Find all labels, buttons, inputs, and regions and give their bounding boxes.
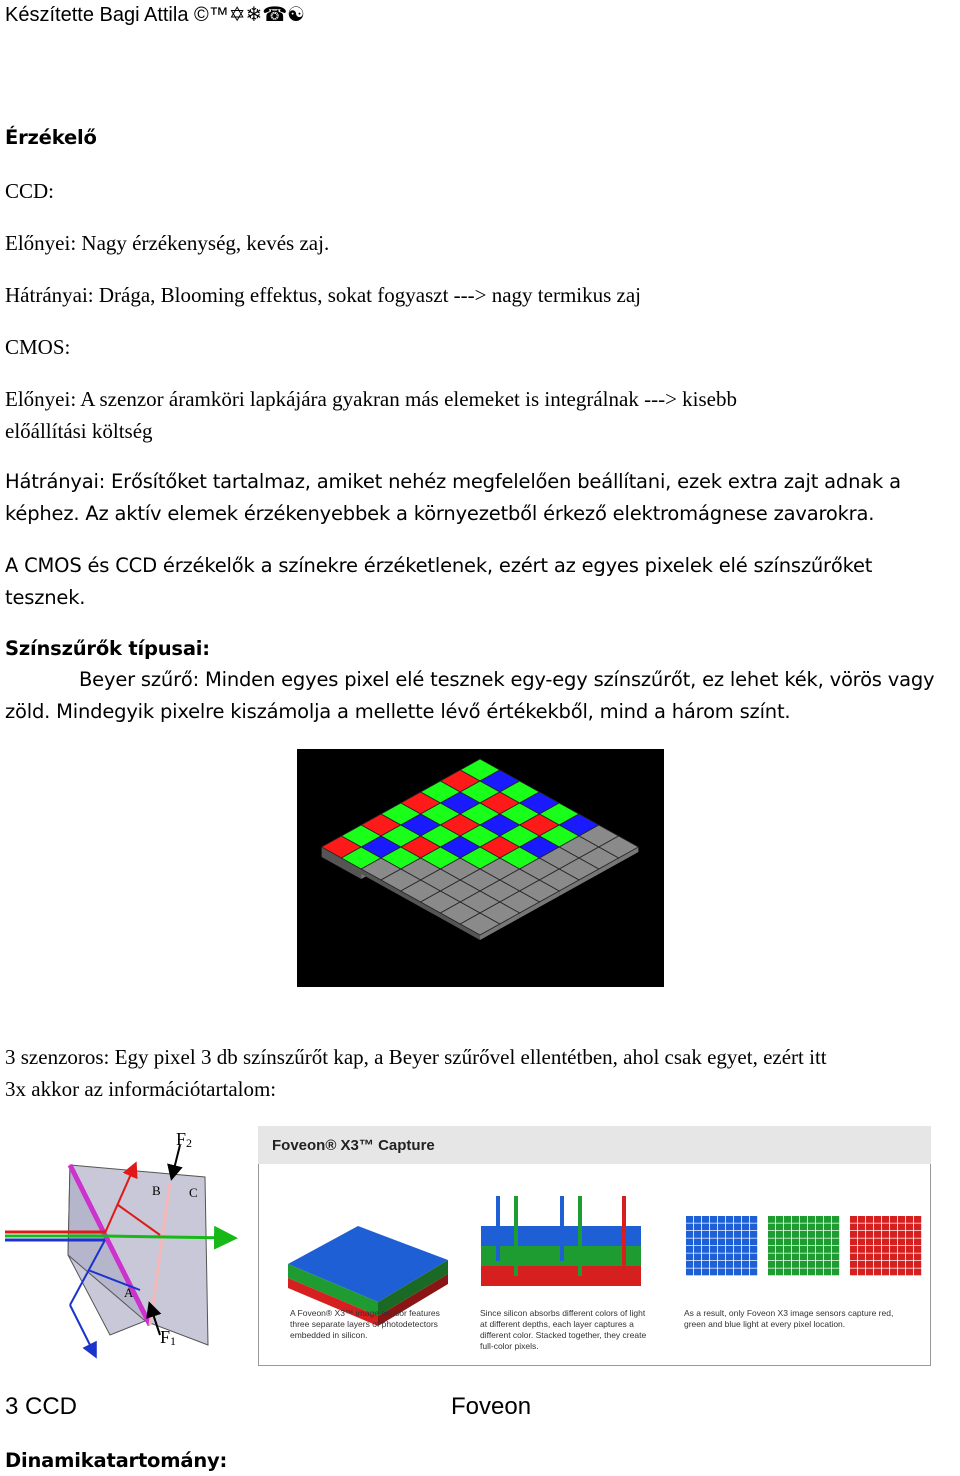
foveon-grid-cell <box>882 1254 889 1261</box>
foveon-grid-cell <box>850 1239 857 1246</box>
foveon-grid-cell <box>866 1254 873 1261</box>
foveon-grid-cell <box>890 1254 897 1261</box>
foveon-grid-cell <box>742 1269 749 1276</box>
foveon-grid-cell <box>858 1254 865 1261</box>
filter-note-line-2: tesznek. <box>5 586 86 609</box>
foveon-grid-cell <box>784 1246 791 1253</box>
foveon-grid-cell <box>750 1224 757 1231</box>
ccd-label: CCD: <box>5 179 55 203</box>
caption-3ccd: 3 CCD <box>5 1393 78 1420</box>
foveon-grid-cell <box>816 1269 823 1276</box>
foveon-grid-cell <box>890 1261 897 1268</box>
foveon-grid-cell <box>800 1239 807 1246</box>
foveon-grid-cell <box>808 1231 815 1238</box>
foveon-grid-cell <box>710 1224 717 1231</box>
foveon-grid-cell <box>824 1239 831 1246</box>
foveon-grid-cell <box>824 1216 831 1223</box>
foveon-grid-cell <box>808 1269 815 1276</box>
foveon-grid-cell <box>686 1254 693 1261</box>
foveon-grid-cell <box>792 1224 799 1231</box>
foveon-grid-cell <box>800 1231 807 1238</box>
foveon-grid-cell <box>726 1239 733 1246</box>
bayer-filter-image <box>297 749 664 987</box>
foveon-grid-cell <box>750 1269 757 1276</box>
foveon-grid-cell <box>914 1246 921 1253</box>
foveon-grid-cell <box>702 1261 709 1268</box>
foveon-grid-cell <box>832 1239 839 1246</box>
foveon-grid-cell <box>906 1239 913 1246</box>
foveon-grid-cell <box>882 1246 889 1253</box>
foveon-grid-cell <box>898 1216 905 1223</box>
foveon-grid-cell <box>734 1231 741 1238</box>
foveon-grid-cell <box>898 1261 905 1268</box>
foveon-grid-cell <box>816 1246 823 1253</box>
foveon-grid-cell <box>890 1216 897 1223</box>
foveon-grid-cell <box>776 1246 783 1253</box>
foveon-grid-cell <box>768 1254 775 1261</box>
foveon-grid-cell <box>718 1261 725 1268</box>
foveon-grid-cell <box>768 1231 775 1238</box>
foveon-grid-cell <box>792 1254 799 1261</box>
foveon-grid-cell <box>898 1246 905 1253</box>
foveon-grid-cell <box>702 1216 709 1223</box>
foveon-grid-cell <box>824 1254 831 1261</box>
foveon-grid-cell <box>808 1216 815 1223</box>
foveon-grid-cell <box>742 1254 749 1261</box>
foveon-grid-cell <box>686 1224 693 1231</box>
caption-foveon: Foveon <box>451 1393 532 1420</box>
foveon-grid-cell <box>866 1224 873 1231</box>
foveon-grid-cell <box>816 1254 823 1261</box>
foveon-grid-cell <box>726 1216 733 1223</box>
foveon-grid-cell <box>874 1216 881 1223</box>
foveon-grid-cell <box>808 1246 815 1253</box>
foveon-grid-cell <box>866 1216 873 1223</box>
beyer-line-1: Beyer szűrő: Minden egyes pixel elé tesznek egy-egy színszűrőt, ez lehet kék, vörös vagy <box>79 668 935 691</box>
foveon-grid-cell <box>906 1224 913 1231</box>
foveon-grid-cell <box>694 1261 701 1268</box>
foveon-grid-cell <box>702 1224 709 1231</box>
foveon-grid-cell <box>850 1216 857 1223</box>
foveon-grid-cell <box>784 1224 791 1231</box>
foveon-grid-cell <box>734 1254 741 1261</box>
foveon-grid-cell <box>906 1216 913 1223</box>
foveon-grid-cell <box>832 1261 839 1268</box>
foveon-grid-cell <box>898 1224 905 1231</box>
foveon-grid-cell <box>808 1254 815 1261</box>
foveon-grid-cell <box>792 1261 799 1268</box>
foveon-grid-cell <box>742 1246 749 1253</box>
foveon-grid-cell <box>750 1216 757 1223</box>
foveon-grid-cell <box>686 1261 693 1268</box>
foveon-grid-cell <box>750 1231 757 1238</box>
foveon-grid-cell <box>906 1246 913 1253</box>
foveon-grid-cell <box>816 1216 823 1223</box>
foveon-grid-cell <box>832 1269 839 1276</box>
foveon-grid-cell <box>824 1231 831 1238</box>
foveon-grid-cell <box>914 1269 921 1276</box>
foveon-grid-cell <box>792 1246 799 1253</box>
foveon-grid-cell <box>750 1246 757 1253</box>
foveon-grid-cell <box>850 1269 857 1276</box>
label-c: C <box>189 1185 198 1200</box>
cmos-pros-line-1: Előnyei: A szenzor áramköri lapkájára gyakran más elemeket is integrálnak ---> kisebb <box>5 387 737 411</box>
foveon-grid-cell <box>694 1224 701 1231</box>
foveon-grid-cell <box>750 1239 757 1246</box>
foveon-grid-cell <box>718 1216 725 1223</box>
foveon-grid-cell <box>850 1231 857 1238</box>
foveon-caption-2: Since silicon absorbs different colors of light at different depths, each layer captures a different color. Stacked together, they create full-color pixels. <box>480 1308 647 1351</box>
foveon-grid-cell <box>832 1246 839 1253</box>
foveon-grid-cell <box>702 1246 709 1253</box>
foveon-grid-cell <box>776 1231 783 1238</box>
foveon-grid-cell <box>832 1231 839 1238</box>
ccd-pros: Előnyei: Nagy érzékenység, kevés zaj. <box>5 231 330 255</box>
foveon-grid-cell <box>768 1239 775 1246</box>
foveon-grid-cell <box>768 1224 775 1231</box>
foveon-grid-cell <box>718 1254 725 1261</box>
foveon-grid-cell <box>890 1239 897 1246</box>
filter-note-line-1: A CMOS és CCD érzékelők a színekre érzéketlenek, ezért az egyes pixelek elé színszűrőket <box>5 554 873 577</box>
foveon-grid-cell <box>710 1269 717 1276</box>
foveon-grid-cell <box>710 1261 717 1268</box>
foveon-grid-cell <box>832 1216 839 1223</box>
foveon-grid-cell <box>710 1216 717 1223</box>
foveon-grid-cell <box>882 1216 889 1223</box>
foveon-grid-cell <box>776 1254 783 1261</box>
foveon-grid-cell <box>726 1224 733 1231</box>
foveon-grid-cell <box>866 1261 873 1268</box>
foveon-grid-cell <box>742 1231 749 1238</box>
foveon-grid-cell <box>824 1246 831 1253</box>
label-b: B <box>152 1183 161 1198</box>
foveon-grid-cell <box>718 1239 725 1246</box>
foveon-grid-cell <box>800 1216 807 1223</box>
foveon-grid-cell <box>874 1231 881 1238</box>
foveon-grid-cell <box>702 1239 709 1246</box>
foveon-grid-cell <box>776 1239 783 1246</box>
foveon-grid-cell <box>742 1216 749 1223</box>
foveon-grid-cell <box>734 1216 741 1223</box>
foveon-grid-cell <box>686 1269 693 1276</box>
foveon-grid-cell <box>906 1269 913 1276</box>
foveon-grid-cell <box>882 1231 889 1238</box>
foveon-grid-cell <box>832 1254 839 1261</box>
foveon-grid-cell <box>914 1224 921 1231</box>
foveon-grid-cell <box>734 1239 741 1246</box>
foveon-grid-cell <box>898 1269 905 1276</box>
foveon-title: Foveon® X3™ Capture <box>272 1137 435 1154</box>
foveon-grid-cell <box>776 1269 783 1276</box>
foveon-grid-cell <box>768 1261 775 1268</box>
foveon-grid-cell <box>866 1231 873 1238</box>
foveon-grid-cell <box>710 1231 717 1238</box>
foveon-grid-cell <box>882 1269 889 1276</box>
foveon-grid-cell <box>686 1216 693 1223</box>
foveon-grid-cell <box>858 1216 865 1223</box>
cmos-cons-line-2: képhez. Az aktív elemek érzékenyebbek a környezetből érkező elektromágnese zavarokra. <box>5 502 875 525</box>
foveon-grid-cell <box>686 1239 693 1246</box>
foveon-grid-cell <box>792 1231 799 1238</box>
foveon-grid-cell <box>776 1224 783 1231</box>
foveon-grid-cell <box>816 1261 823 1268</box>
foveon-grid-cell <box>694 1239 701 1246</box>
foveon-grid-cell <box>792 1216 799 1223</box>
filter-types-title: Színszűrők típusai: <box>5 637 210 660</box>
foveon-grid-cell <box>694 1231 701 1238</box>
cmos-label: CMOS: <box>5 335 71 359</box>
foveon-grid-cell <box>882 1261 889 1268</box>
foveon-grid-cell <box>784 1231 791 1238</box>
foveon-grid-cell <box>816 1231 823 1238</box>
foveon-grid-cell <box>816 1224 823 1231</box>
foveon-grid-cell <box>726 1246 733 1253</box>
foveon-grid-cell <box>800 1261 807 1268</box>
prism-3ccd-diagram <box>0 1125 245 1365</box>
foveon-grid-cell <box>850 1246 857 1253</box>
foveon-grid-cell <box>726 1261 733 1268</box>
foveon-grid-cell <box>768 1269 775 1276</box>
foveon-grid-cell <box>718 1231 725 1238</box>
ccd-cons: Hátrányai: Drága, Blooming effektus, sokat fogyaszt ---> nagy termikus zaj <box>5 283 642 307</box>
foveon-grid-cell <box>710 1246 717 1253</box>
foveon-grid-cell <box>710 1239 717 1246</box>
foveon-grid-cell <box>800 1246 807 1253</box>
three-sensor-line-2: 3x akkor az információtartalom: <box>5 1077 277 1101</box>
foveon-grid-cell <box>850 1254 857 1261</box>
foveon-grid-cell <box>906 1261 913 1268</box>
foveon-grid-cell <box>824 1269 831 1276</box>
foveon-grid-cell <box>914 1216 921 1223</box>
foveon-grid-cell <box>694 1246 701 1253</box>
foveon-grid-cell <box>874 1269 881 1276</box>
foveon-grid-cell <box>858 1246 865 1253</box>
foveon-grid-cell <box>776 1261 783 1268</box>
foveon-grid-cell <box>750 1261 757 1268</box>
foveon-grid-cell <box>702 1254 709 1261</box>
author-name: Készítette Bagi Attila <box>5 4 189 26</box>
foveon-grid-cell <box>874 1261 881 1268</box>
foveon-grid-cell <box>858 1269 865 1276</box>
foveon-grid-cell <box>850 1224 857 1231</box>
header-author <box>5 2 305 27</box>
foveon-grid-cell <box>858 1224 865 1231</box>
foveon-grid-cell <box>898 1231 905 1238</box>
foveon-grid-cell <box>742 1224 749 1231</box>
foveon-grid-cell <box>694 1254 701 1261</box>
foveon-grid-cell <box>890 1246 897 1253</box>
foveon-grid-cell <box>906 1254 913 1261</box>
foveon-grid-cell <box>734 1224 741 1231</box>
foveon-grid-cell <box>850 1261 857 1268</box>
foveon-grid-cell <box>824 1224 831 1231</box>
foveon-grid-cell <box>792 1269 799 1276</box>
foveon-grid-cell <box>734 1246 741 1253</box>
foveon-grid-cell <box>898 1239 905 1246</box>
foveon-grid-cell <box>858 1239 865 1246</box>
foveon-grid-cell <box>734 1269 741 1276</box>
foveon-grid-cell <box>906 1231 913 1238</box>
foveon-grid-cell <box>686 1246 693 1253</box>
foveon-grid-cell <box>702 1269 709 1276</box>
foveon-grid-cell <box>858 1231 865 1238</box>
foveon-grid-cell <box>858 1261 865 1268</box>
foveon-grid-cell <box>784 1239 791 1246</box>
three-sensor-line-1: 3 szenzoros: Egy pixel 3 db színszűrőt kap, a Beyer szűrővel ellentétben, ahol csak egyet, ezért itt <box>5 1045 827 1069</box>
beyer-line-2: zöld. Mindegyik pixelre kiszámolja a mellette lévő értékekből, mind a három színt. <box>5 700 791 723</box>
foveon-grid-cell <box>726 1231 733 1238</box>
foveon-grid-cell <box>726 1254 733 1261</box>
foveon-caption-3: As a result, only Foveon X3 image sensors capture red, green and blue light at every pixel location. <box>684 1308 894 1329</box>
section-title-dynamic-range: Dinamikatartomány: <box>5 1449 228 1472</box>
foveon-grid-cell <box>792 1239 799 1246</box>
foveon-grid-cell <box>800 1224 807 1231</box>
foveon-grid-cell <box>890 1269 897 1276</box>
label-f1: F1 <box>160 1327 177 1348</box>
foveon-grid-cell <box>694 1216 701 1223</box>
foveon-grid-cell <box>874 1246 881 1253</box>
foveon-grid-cell <box>686 1231 693 1238</box>
foveon-grid-cell <box>832 1224 839 1231</box>
foveon-grid-cell <box>914 1231 921 1238</box>
foveon-grid-cell <box>890 1224 897 1231</box>
foveon-grid-cell <box>914 1261 921 1268</box>
foveon-grid-cell <box>882 1224 889 1231</box>
foveon-grid-cell <box>800 1269 807 1276</box>
foveon-grid-cell <box>776 1216 783 1223</box>
label-f2: F2 <box>176 1129 193 1150</box>
foveon-grid-cell <box>890 1231 897 1238</box>
foveon-grid-cell <box>874 1224 881 1231</box>
cmos-cons-line-1: Hátrányai: Erősítőket tartalmaz, amiket nehéz megfelelően beállítani, ezek extra zajt adnak a <box>5 470 901 493</box>
foveon-grid-cell <box>800 1254 807 1261</box>
foveon-grid-cell <box>702 1231 709 1238</box>
foveon-grid-cell <box>718 1246 725 1253</box>
foveon-grid-cell <box>718 1224 725 1231</box>
foveon-grid-cell <box>726 1269 733 1276</box>
foveon-grid-cell <box>784 1216 791 1223</box>
foveon-grid-cell <box>824 1261 831 1268</box>
foveon-grid-cell <box>742 1261 749 1268</box>
foveon-grid-cell <box>882 1239 889 1246</box>
foveon-grid-cell <box>898 1254 905 1261</box>
foveon-grid-cell <box>784 1261 791 1268</box>
foveon-grid-cell <box>866 1239 873 1246</box>
foveon-grid-cell <box>710 1254 717 1261</box>
foveon-grid-cell <box>808 1224 815 1231</box>
foveon-grid-cell <box>808 1239 815 1246</box>
foveon-caption-1: A Foveon® X3™ image sensor features three separate layers of photodetectors embedded in silicon. <box>290 1308 440 1340</box>
foveon-grid-cell <box>768 1246 775 1253</box>
foveon-grid-cell <box>718 1269 725 1276</box>
foveon-grid-cell <box>914 1239 921 1246</box>
foveon-x3-figure <box>258 1126 931 1366</box>
foveon-grid-cell <box>742 1239 749 1246</box>
foveon-grid-cell <box>768 1216 775 1223</box>
foveon-grid-cell <box>866 1246 873 1253</box>
section-title-sensor: Érzékelő <box>5 126 97 149</box>
foveon-grid-cell <box>784 1254 791 1261</box>
header-symbols: ©™✡❄☎☯ <box>194 4 306 26</box>
foveon-grid-cell <box>734 1261 741 1268</box>
foveon-grid-cell <box>874 1254 881 1261</box>
foveon-grid-cell <box>784 1269 791 1276</box>
foveon-grid-cell <box>914 1254 921 1261</box>
foveon-grid-cell <box>816 1239 823 1246</box>
cmos-pros-line-2: előállítási költség <box>5 419 153 443</box>
foveon-grid-cell <box>808 1261 815 1268</box>
label-a: A <box>124 1285 134 1300</box>
foveon-grid-cell <box>694 1269 701 1276</box>
foveon-grid-cell <box>750 1254 757 1261</box>
foveon-grid-cell <box>874 1239 881 1246</box>
foveon-grid-cell <box>866 1269 873 1276</box>
